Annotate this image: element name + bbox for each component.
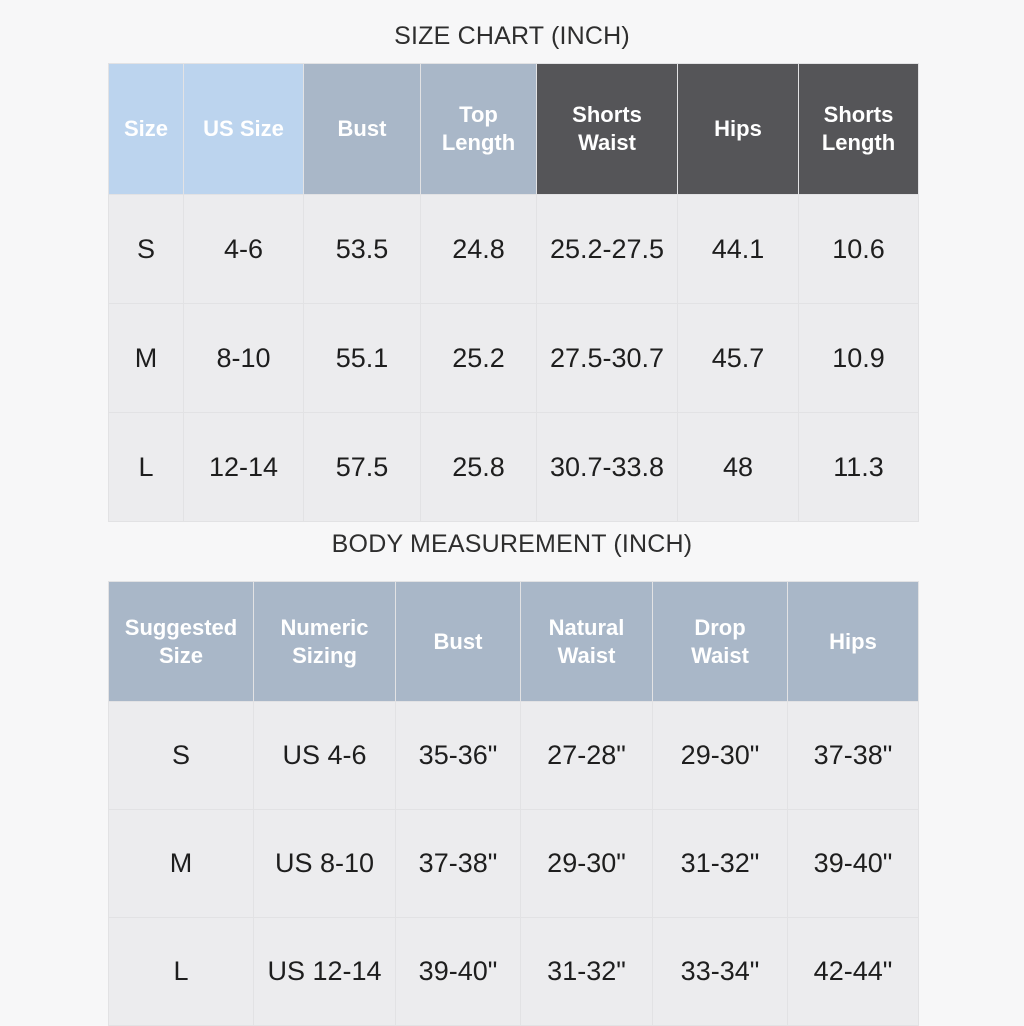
header-us-size: US Size [184, 64, 304, 195]
table-row [109, 413, 919, 522]
table-cell: 25.2-27.5 [537, 195, 678, 304]
table-cell: 37-38" [788, 702, 919, 810]
header-shorts-length: Shorts Length [799, 64, 919, 195]
size-chart-header-row [109, 64, 919, 195]
table-cell: S [109, 195, 184, 304]
table-row [109, 304, 919, 413]
table-cell: 29-30" [653, 702, 788, 810]
table-cell: 45.7 [678, 304, 799, 413]
table-cell: L [109, 413, 184, 522]
header-numeric-sizing: Numeric Sizing [254, 582, 396, 702]
table-row [109, 195, 919, 304]
table-cell: US 4-6 [254, 702, 396, 810]
table-cell: 25.8 [421, 413, 537, 522]
table-cell: 10.6 [799, 195, 919, 304]
table-cell: M [109, 810, 254, 918]
header-size: Size [109, 64, 184, 195]
table-cell: 25.2 [421, 304, 537, 413]
table-cell: 31-32" [653, 810, 788, 918]
table-cell: 24.8 [421, 195, 537, 304]
header-shorts-waist: Shorts Waist [537, 64, 678, 195]
table-cell: 35-36" [396, 702, 521, 810]
table-cell: 11.3 [799, 413, 919, 522]
table-cell: US 12-14 [254, 918, 396, 1026]
table-row [109, 918, 919, 1026]
header-hips: Hips [678, 64, 799, 195]
table-cell: 53.5 [304, 195, 421, 304]
table-cell: 27.5-30.7 [537, 304, 678, 413]
table-cell: 55.1 [304, 304, 421, 413]
table-cell: 10.9 [799, 304, 919, 413]
table-cell: 29-30" [521, 810, 653, 918]
size-chart-title: SIZE CHART (INCH) [394, 22, 630, 50]
header-drop-waist: Drop Waist [653, 582, 788, 702]
table-cell: 12-14 [184, 413, 304, 522]
table-cell: 37-38" [396, 810, 521, 918]
header-top-length: Top Length [421, 64, 537, 195]
table-cell: 4-6 [184, 195, 304, 304]
table-row [109, 810, 919, 918]
header-bust: Bust [304, 64, 421, 195]
table-cell: 33-34" [653, 918, 788, 1026]
body-measurement-title: BODY MEASUREMENT (INCH) [331, 530, 693, 558]
table-cell: US 8-10 [254, 810, 396, 918]
body-measurement-header-row [109, 582, 919, 702]
table-cell: 42-44" [788, 918, 919, 1026]
header-suggested-size: Suggested Size [109, 582, 254, 702]
table-cell: 8-10 [184, 304, 304, 413]
table-cell: 30.7-33.8 [537, 413, 678, 522]
header-hips: Hips [788, 582, 919, 702]
table-row [109, 702, 919, 810]
table-cell: 27-28" [521, 702, 653, 810]
header-bust: Bust [396, 582, 521, 702]
size-chart-table [108, 63, 919, 522]
table-cell: 44.1 [678, 195, 799, 304]
table-cell: 39-40" [788, 810, 919, 918]
table-cell: M [109, 304, 184, 413]
table-cell: L [109, 918, 254, 1026]
table-cell: S [109, 702, 254, 810]
body-measurement-table [108, 581, 919, 1026]
table-cell: 48 [678, 413, 799, 522]
header-natural-waist: Natural Waist [521, 582, 653, 702]
table-cell: 57.5 [304, 413, 421, 522]
table-cell: 39-40" [396, 918, 521, 1026]
table-cell: 31-32" [521, 918, 653, 1026]
